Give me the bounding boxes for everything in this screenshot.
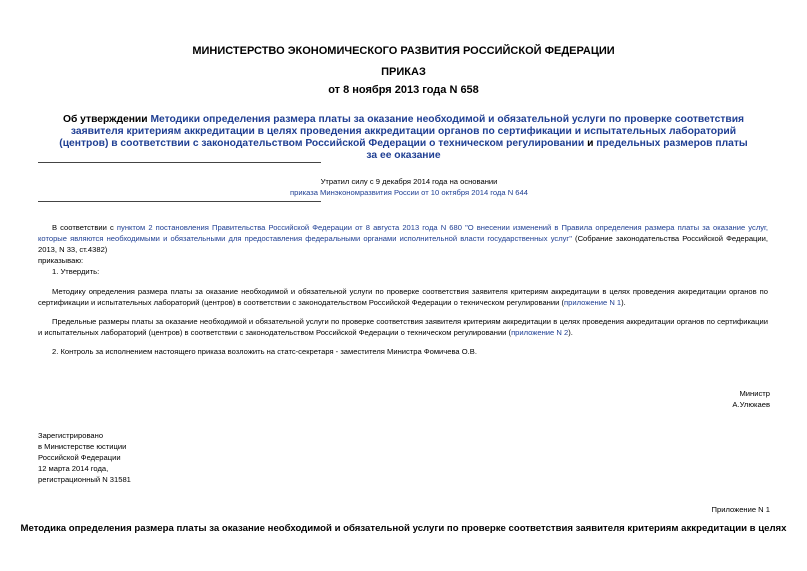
preamble [38,222,768,255]
appendix-title: Методика определения размера платы за оказание необходимой и обязательной услуги по проверке соответствия заявителя критериям аккредитации в целях [20,523,787,534]
status-note [289,176,529,198]
preamble-source: (Собрание законодательства Российской Федерации, 2013, N 33, ст.4382) [38,234,769,254]
signature-name: А.Улюкаев [732,400,770,409]
status-note-text: Утратил силу с 9 декабря 2014 года на основании [320,177,498,186]
item-2: 2. Контроль за исполнением настоящего приказа возложить на статс-секретаря - заместителя Министра Фомичева О.В. [52,347,477,356]
appendix-1-link[interactable]: приложение N 1 [564,298,622,307]
registration-line: Зарегистрировано [38,431,104,440]
document-type: ПРИКАЗ [381,66,426,78]
paragraph-fee-limits-text: Предельные размеры платы за оказание необходимой и обязательной услуги по проверке соответствия заявителя критериям аккредитации в целях проведения аккредитации органов по сертификации и испытательных лабораторий (центров) в соответствии с законодательством Российской Федерации о техническом регулировании ( [38,317,768,337]
title-prefix: Об утверждении [62,114,151,125]
order-word: приказываю: [38,256,84,265]
divider-bottom [38,201,321,202]
document-title [55,114,752,162]
item-1: 1. Утвердить: [52,267,100,276]
divider-top [38,162,321,163]
ministry-name: МИНИСТЕРСТВО ЭКОНОМИЧЕСКОГО РАЗВИТИЯ РОССИЙСКОЙ ФЕДЕРАЦИИ [192,45,615,57]
appendix-label: Приложение N 1 [711,505,770,514]
registration-line: в Министерстве юстиции [38,442,127,451]
preamble-link-resolution[interactable]: пунктом 2 постановления Правительства Российской Федерации от 8 августа 2013 года N 680 [116,223,462,232]
paragraph-fee-limits [38,316,768,338]
status-repeal-link[interactable]: приказа Минэкономразвития России от 10 октября 2014 года N 644 [290,188,528,197]
appendix-2-link[interactable]: приложение N 2 [511,328,569,337]
paragraph-methodology-tail: ). [621,298,626,307]
registration-line: регистрационный N 31581 [38,475,131,484]
signature-position: Министр [739,389,770,398]
signature-block [600,388,770,410]
registration-line: 12 марта 2014 года, [38,464,109,473]
title-link-methodology[interactable]: Методики определения размера платы за оказание необходимой и обязательной услуги по проверке соответствия заявителя критериям аккредитации в целях проведения аккредитации органов по сертификации и испытательных лабораторий (центров) в соответствии с законодательством Российской Федерации о техническом регулировании [59,114,745,149]
registration-block [38,430,131,485]
title-link-fee-limits[interactable]: предельных размеров платы за ее оказание [366,138,748,161]
title-conjunction: и [584,138,597,149]
paragraph-methodology-text: Методику определения размера платы за оказание необходимой и обязательной услуги по проверке соответствия заявителя критериям аккредитации в целях проведения аккредитации органов по сертификации и испытательных лабораторий (центров) в соответствии с законодательством Российской Федерации о техническом регулировании ( [38,287,768,307]
preamble-link-rules[interactable]: "О внесении изменений в Правила определения размера платы за оказание услуг, которые являются необходимыми и обязательными для предоставления федеральными органами исполнительной власти государственных услуг" [38,223,769,243]
preamble-text: В соответствии с [52,223,117,232]
registration-line: Российской Федерации [38,453,121,462]
paragraph-methodology [38,286,768,308]
paragraph-fee-limits-tail: ). [568,328,573,337]
document-date: от 8 ноября 2013 года N 658 [328,84,479,96]
